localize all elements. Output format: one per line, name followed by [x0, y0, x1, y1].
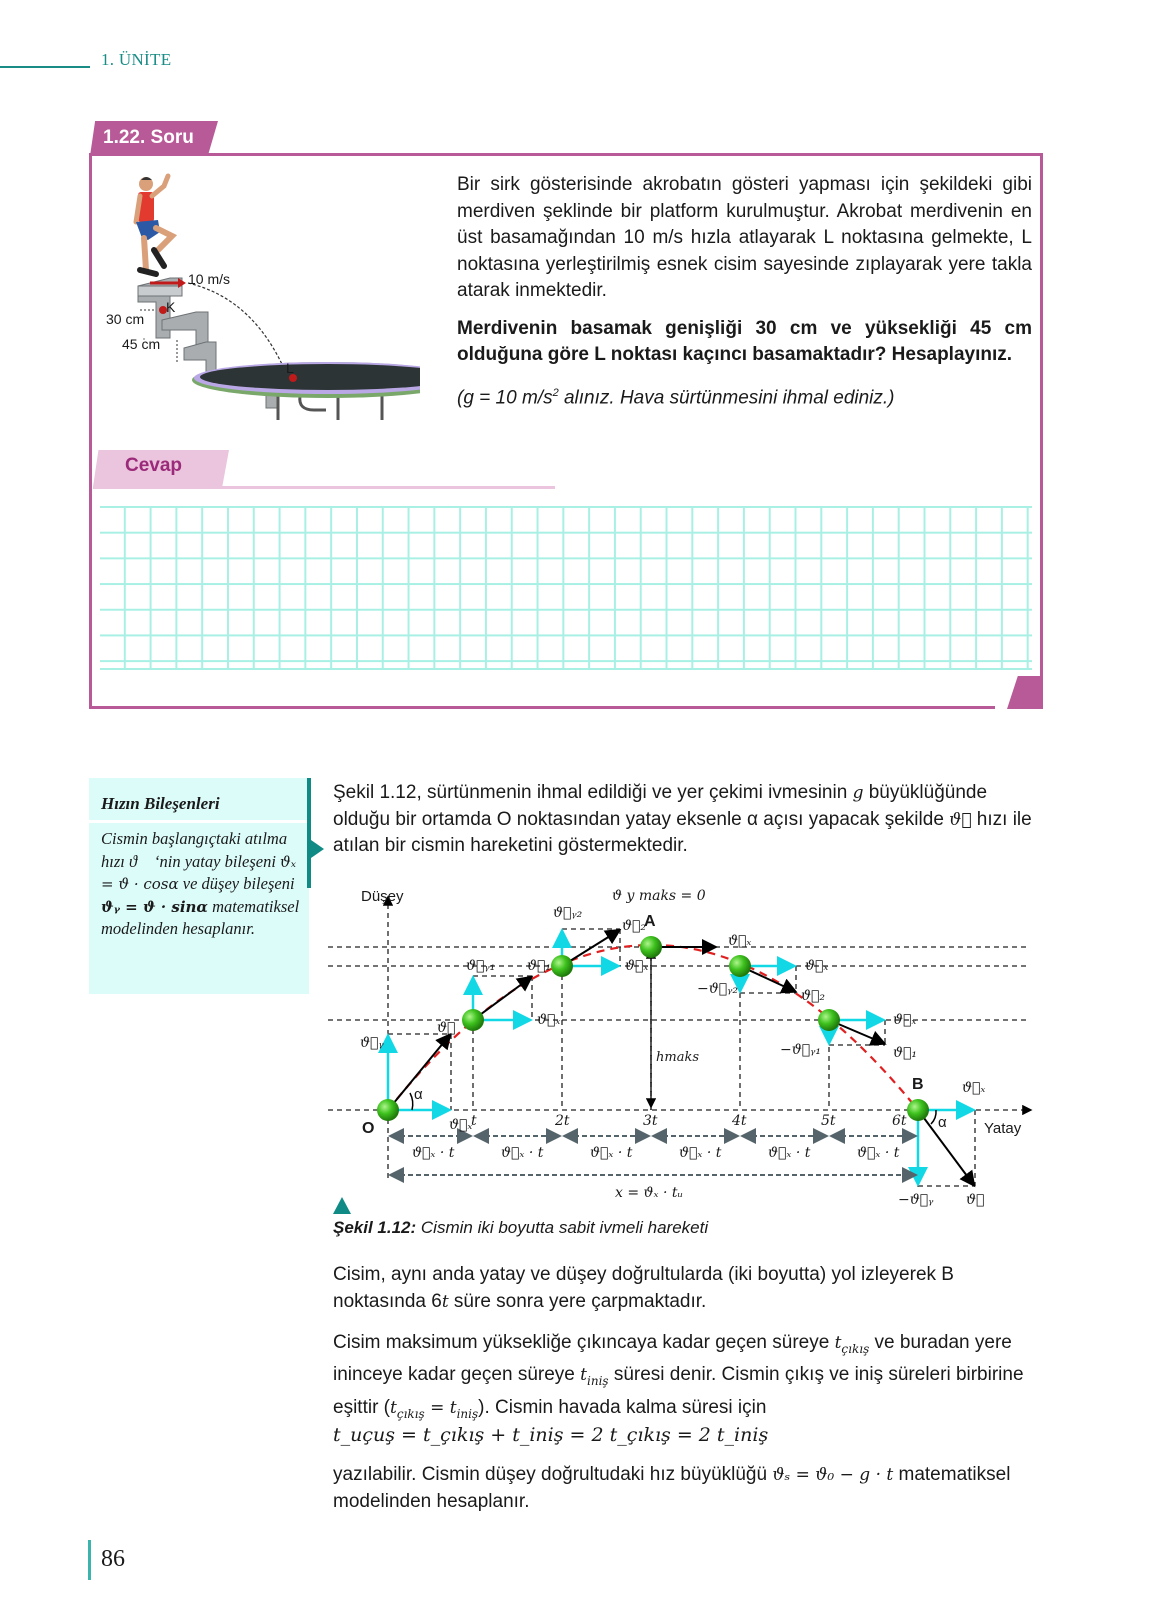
question-paragraph: Bir sirk gösterisinde akrobatın gösteri yapması için şekildeki gibi merdiven şeklinde bir platform kurulmuştur. Akrobat merdivenin en üst basamağından 10 m/s hızla atlayarak L noktasına gelmekte, L noktasına yerleştirilmiş esnek cisim sayesinde zıplayarak yere takla atarak inmektedir. — [457, 174, 1032, 301]
vx-label: ϑ⃗ₓ — [893, 1012, 917, 1028]
sidebar-title: Hızın Bileşenleri — [101, 794, 220, 813]
segment-label: ϑ⃗ₓ · t — [501, 1145, 544, 1161]
segment-label: ϑ⃗ₓ · t — [857, 1145, 900, 1161]
answer-grid[interactable] — [100, 506, 1032, 670]
h-max-label: hmaks — [656, 1050, 699, 1065]
point-l-label: L — [286, 360, 294, 376]
answer-label: Cevap — [125, 455, 183, 476]
v-label: ϑ⃗ — [437, 1020, 456, 1036]
question-prompt: Merdivenin basamak genişliği 30 cm ve yüksekliği 45 cm olduğuna göre L noktası kaçıncı basamaktadır? Hesaplayınız. — [457, 317, 1032, 365]
question-text — [457, 172, 1032, 422]
point-a-label: A — [644, 913, 656, 930]
answer-rule — [93, 486, 555, 489]
point-b-label: B — [912, 1076, 924, 1093]
v2-label: ϑ⃗₂ — [622, 918, 647, 934]
ball-icons — [377, 936, 929, 1121]
tick-4t: 4t — [732, 1113, 747, 1129]
segment-label: ϑ⃗ₓ · t — [768, 1145, 811, 1161]
origin-label: O — [362, 1120, 375, 1137]
segment-label: ϑ⃗ₓ · t — [590, 1145, 633, 1161]
vertical-axis-label: Düşey — [361, 888, 404, 905]
intro-paragraph: Şekil 1.12, sürtünmenin ihmal edildiği ve yer çekimi ivmesinin g büyüklüğünde olduğu bir ortamda O noktasından yatay eksenle α açısı yapacak şekilde ϑ⃗ hızı ile atılan bir cismin hareketini göstermektedir. — [333, 782, 1032, 856]
acrobat-icon — [136, 176, 172, 274]
vx-label: ϑ⃗ₓ — [625, 958, 649, 974]
tick-3t: 3t — [643, 1113, 658, 1129]
alpha-b-label: α — [938, 1114, 947, 1131]
vx-label: ϑ⃗ₓ — [449, 1117, 473, 1133]
figure-caption: Şekil 1.12: Cismin iki boyutta sabit ivmeli hareketi — [333, 1218, 709, 1237]
unit-label: 1. ÜNİTE — [101, 50, 172, 69]
vx-label: ϑ⃗ₓ — [728, 933, 752, 949]
sidebar-body: Cismin başlangıçtaki atılma hızı ϑ⃗ ‘nin yatay bileşeni ϑₓ = ϑ · cosα ve düşey bileşeni ϑᵧ = ϑ · sinα matematiksel modelinden hesaplanır. — [101, 829, 300, 938]
segment-label: ϑ⃗ₓ · t — [679, 1145, 722, 1161]
question-label: 1.22. Soru — [103, 127, 194, 148]
vy-label: ϑ⃗ᵧ — [360, 1035, 384, 1051]
acrobat-figure — [100, 170, 420, 420]
flight-time-equation: t_uçuş = t_çıkış + t_iniş = 2 t_çıkış = 2 t_iniş — [333, 1424, 769, 1446]
sidebar-pointer-icon — [311, 840, 324, 858]
neg-vy-label: −ϑ⃗ᵧ — [898, 1192, 934, 1208]
question-note: (g = 10 $m/s^2$ alınız. Hava sürtünmesini ihmal ediniz.) — [457, 386, 895, 408]
tick-2t: 2t — [555, 1113, 570, 1129]
sidebar-separator — [89, 820, 309, 823]
paragraph-3: yazılabilir. Cismin düşey doğrultudaki hız büyüklüğü ϑₛ = ϑ₀ − g · t matematiksel modelinden hesaplanır. — [333, 1464, 1011, 1512]
paragraph-2: Cisim maksimum yüksekliğe çıkıncaya kadar geçen süreye $t_{çıkış}$ ve buradan yere ininceye kadar geçen süreye $t_{iniş}$ süresi denir. Cismin çıkış ve iniş süreleri birbirine eşittir $(t_{çıkış} = t_{iniş})$. Cismin havada kalma süresi için — [333, 1332, 1024, 1421]
neg-vy1-label: −ϑ⃗ᵧ₁ — [780, 1042, 822, 1058]
page-number-bar — [88, 1540, 91, 1580]
v1-label: ϑ⃗₁ — [527, 958, 552, 974]
tick-5t: 5t — [821, 1113, 836, 1129]
figure-marker-icon — [333, 1197, 351, 1214]
v-label: ϑ⃗ — [966, 1192, 985, 1208]
vy2-label: ϑ⃗ᵧ₂ — [553, 905, 583, 921]
width-label: 30 cm — [106, 311, 145, 327]
neg-vy2-label: −ϑ⃗ᵧ₂ — [697, 981, 739, 997]
vy-max-label: ϑ y maks = 0 — [612, 888, 706, 904]
paragraph-1: Cisim, aynı anda yatay ve düşey doğrultularda (iki boyutta) yol izleyerek B noktasında 6t süre sonra yere çarpmaktadır. — [333, 1264, 954, 1312]
alpha-origin-label: α — [414, 1086, 423, 1103]
vx-label: ϑ⃗ₓ — [805, 958, 829, 974]
tick-6t: 6t — [892, 1113, 907, 1129]
tick-t: t — [471, 1113, 477, 1129]
point-k-label: K — [166, 299, 176, 315]
vy1-label: ϑ⃗ᵧ₁ — [466, 958, 496, 974]
question-box-bottom — [89, 706, 995, 709]
vx-label: ϑ⃗ₓ — [962, 1080, 986, 1096]
horizontal-axis-label: Yatay — [984, 1120, 1022, 1137]
velocity-label: 10 m/s — [188, 271, 231, 287]
page-number: 86 — [101, 1546, 125, 1572]
segment-label: ϑ⃗ₓ · t — [412, 1145, 455, 1161]
trampoline-icon — [192, 362, 420, 420]
v1-label: ϑ⃗₁ — [893, 1045, 918, 1061]
sidebar-accent-bar — [307, 778, 311, 888]
range-label: x = ϑₓ · tᵤ — [615, 1185, 684, 1201]
height-label: 45 cm — [122, 336, 161, 352]
header-rule — [0, 66, 90, 68]
v2-label: ϑ⃗₂ — [801, 988, 826, 1004]
vx-label: ϑ⃗ₓ — [537, 1012, 561, 1028]
